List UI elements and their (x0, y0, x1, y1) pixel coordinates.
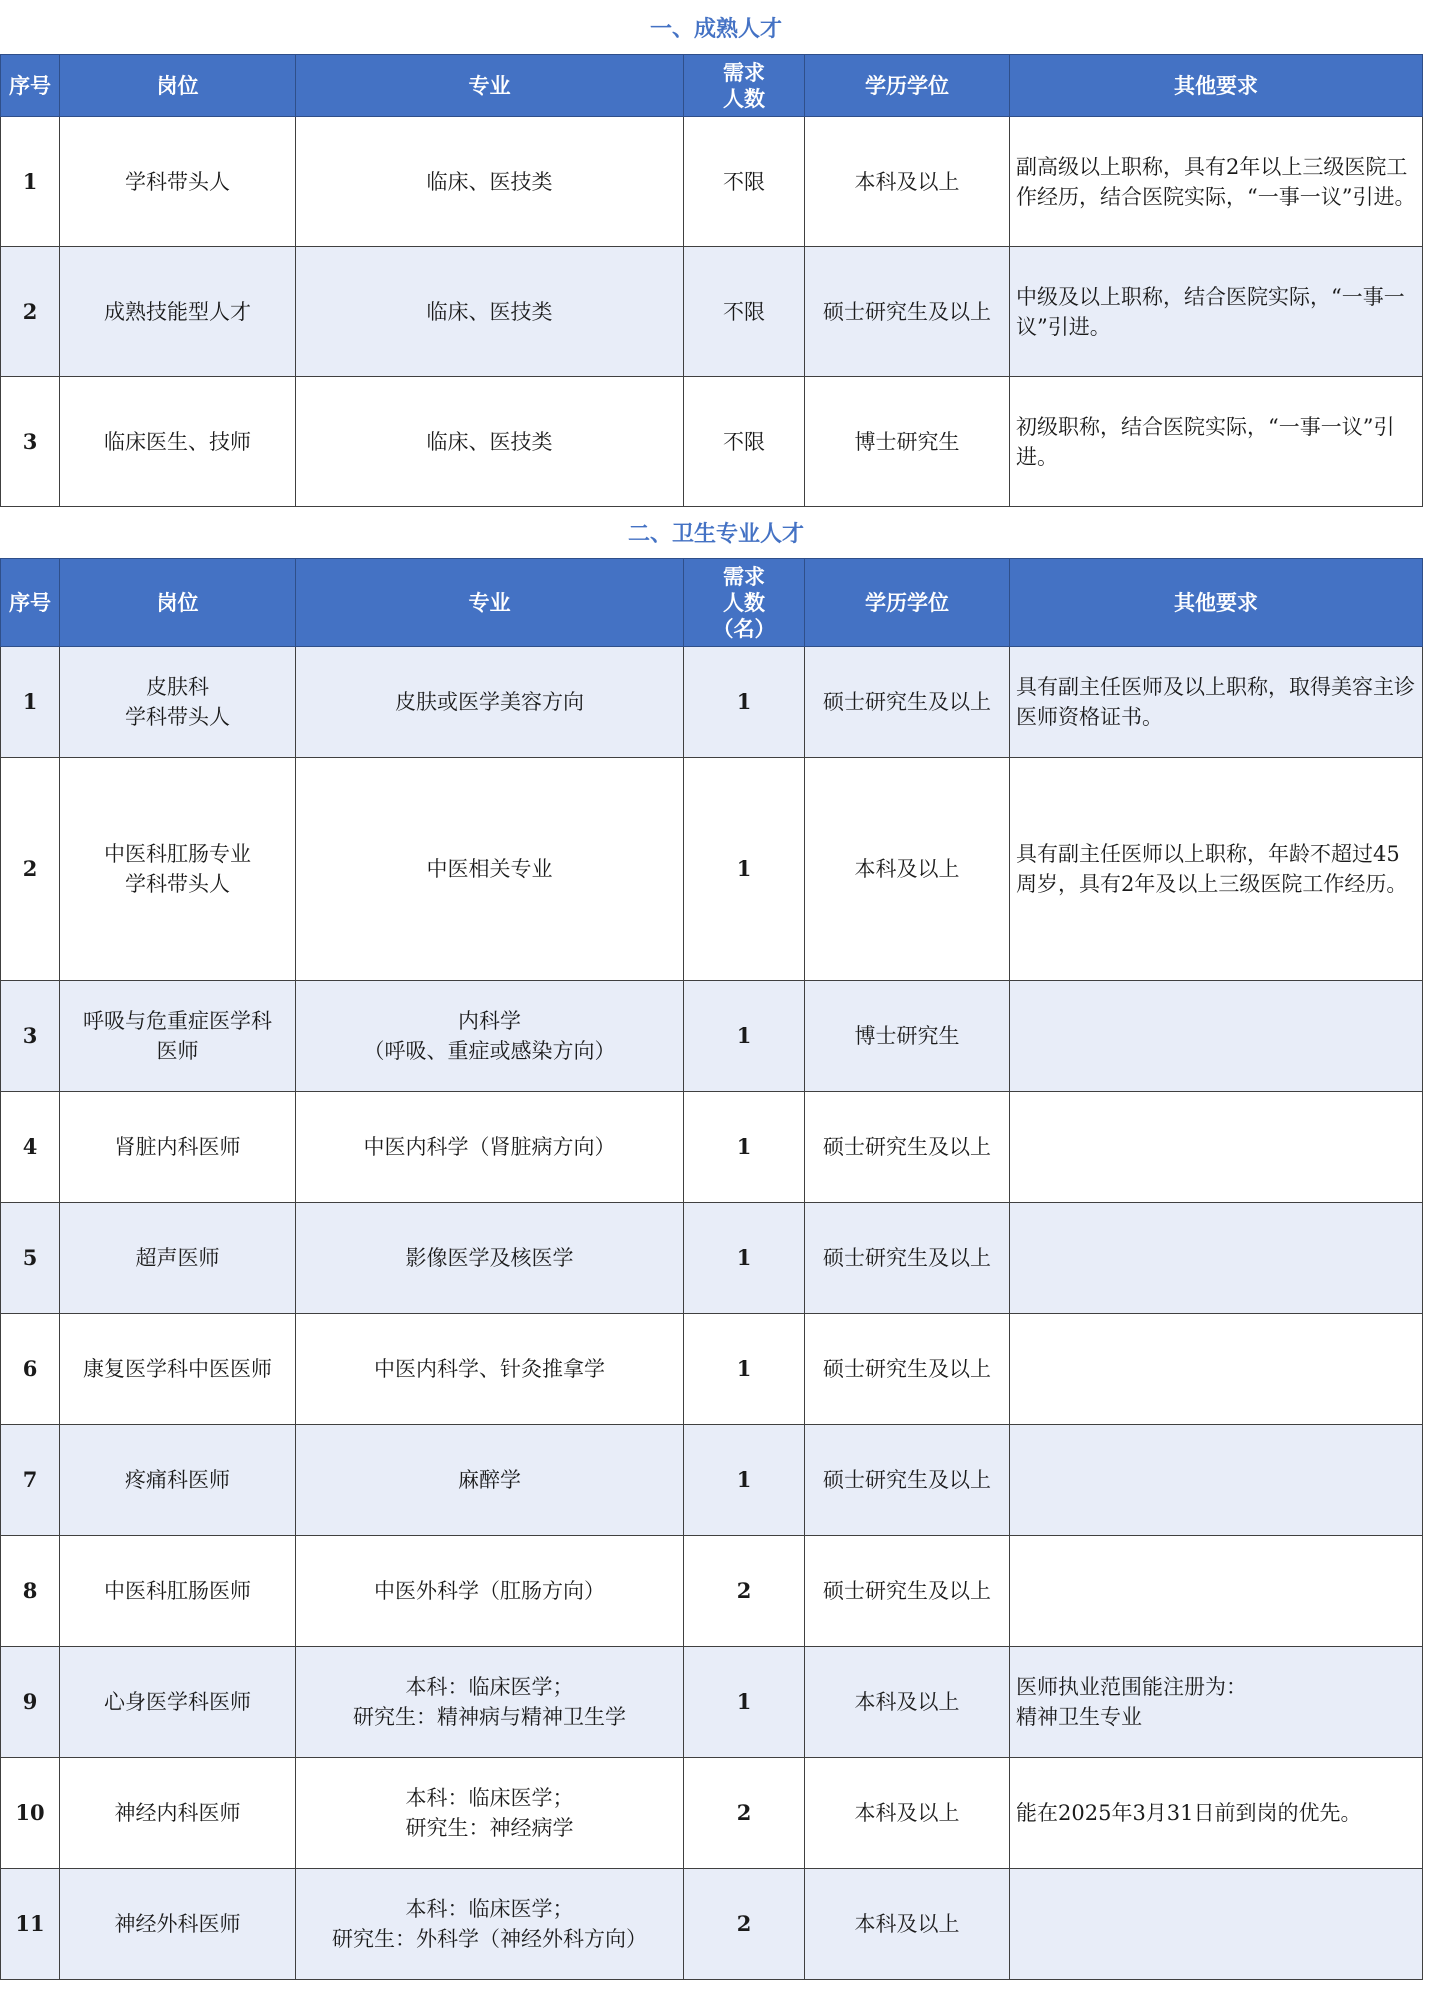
cell-count: 1 (684, 1425, 805, 1536)
table-row (1, 1536, 1423, 1647)
cell-major: 内科学 （呼吸、重症或感染方向） (296, 981, 684, 1092)
cell-degree: 博士研究生 (805, 981, 1010, 1092)
table-row (1, 1203, 1423, 1314)
cell-count: 不限 (684, 247, 805, 377)
table-row (1, 1647, 1423, 1758)
section2-title: 二、卫生专业人才 (627, 522, 804, 547)
table-row (1, 1758, 1423, 1869)
cell-post: 中医科肛肠专业 学科带头人 (60, 758, 296, 981)
header-requirements: 其他要求 (1010, 559, 1423, 647)
table-header-row (1, 55, 1423, 117)
cell-post: 呼吸与危重症医学科 医师 (60, 981, 296, 1092)
cell-post: 学科带头人 (60, 117, 296, 247)
cell-major: 中医相关专业 (296, 758, 684, 981)
cell-requirements (1010, 1425, 1423, 1536)
cell-post: 成熟技能型人才 (60, 247, 296, 377)
cell-degree: 硕士研究生及以上 (805, 1425, 1010, 1536)
cell-degree: 本科及以上 (805, 1647, 1010, 1758)
cell-count: 1 (684, 1314, 805, 1425)
table-header-row (1, 559, 1423, 647)
cell-degree: 硕士研究生及以上 (805, 1314, 1010, 1425)
header-major: 专业 (296, 55, 684, 117)
table-row (1, 1314, 1423, 1425)
cell-post: 心身医学科医师 (60, 1647, 296, 1758)
header-count: 需求 人数 (684, 55, 805, 117)
cell-major: 中医内科学（肾脏病方向） (296, 1092, 684, 1203)
cell-no: 1 (1, 117, 60, 247)
cell-post: 肾脏内科医师 (60, 1092, 296, 1203)
cell-no: 4 (1, 1092, 60, 1203)
cell-requirements: 具有副主任医师及以上职称，取得美容主诊医师资格证书。 (1010, 647, 1423, 758)
cell-no: 3 (1, 377, 60, 507)
cell-no: 6 (1, 1314, 60, 1425)
cell-no: 9 (1, 1647, 60, 1758)
cell-count: 1 (684, 1647, 805, 1758)
cell-count: 1 (684, 647, 805, 758)
table-row (1, 247, 1423, 377)
table-row (1, 758, 1423, 981)
cell-requirements: 中级及以上职称，结合医院实际，“一事一议”引进。 (1010, 247, 1423, 377)
cell-no: 5 (1, 1203, 60, 1314)
cell-no: 1 (1, 647, 60, 758)
cell-major: 中医内科学、针灸推拿学 (296, 1314, 684, 1425)
cell-major: 临床、医技类 (296, 377, 684, 507)
cell-count: 1 (684, 1092, 805, 1203)
cell-count: 不限 (684, 377, 805, 507)
cell-degree: 本科及以上 (805, 1758, 1010, 1869)
cell-post: 神经内科医师 (60, 1758, 296, 1869)
table-row (1, 981, 1423, 1092)
table-row (1, 117, 1423, 247)
table-row (1, 1425, 1423, 1536)
cell-major: 临床、医技类 (296, 247, 684, 377)
cell-degree: 硕士研究生及以上 (805, 247, 1010, 377)
header-no: 序号 (1, 55, 60, 117)
cell-major: 影像医学及核医学 (296, 1203, 684, 1314)
cell-requirements (1010, 1314, 1423, 1425)
table-row (1, 377, 1423, 507)
cell-degree: 硕士研究生及以上 (805, 1536, 1010, 1647)
cell-no: 10 (1, 1758, 60, 1869)
cell-requirements: 初级职称，结合医院实际，“一事一议”引进。 (1010, 377, 1423, 507)
header-post: 岗位 (60, 559, 296, 647)
cell-degree: 硕士研究生及以上 (805, 1203, 1010, 1314)
cell-major: 麻醉学 (296, 1425, 684, 1536)
cell-requirements (1010, 981, 1423, 1092)
cell-post: 临床医生、技师 (60, 377, 296, 507)
header-requirements: 其他要求 (1010, 55, 1423, 117)
header-count: 需求 人数 （名） (684, 559, 805, 647)
cell-count: 2 (684, 1536, 805, 1647)
cell-requirements: 能在2025年3月31日前到岗的优先。 (1010, 1758, 1423, 1869)
cell-degree: 博士研究生 (805, 377, 1010, 507)
table-row (1, 647, 1423, 758)
cell-major: 本科：临床医学； 研究生：外科学（神经外科方向） (296, 1869, 684, 1980)
cell-requirements (1010, 1869, 1423, 1980)
cell-major: 临床、医技类 (296, 117, 684, 247)
cell-post: 皮肤科 学科带头人 (60, 647, 296, 758)
cell-requirements: 医师执业范围能注册为： 精神卫生专业 (1010, 1647, 1423, 1758)
cell-degree: 硕士研究生及以上 (805, 1092, 1010, 1203)
cell-count: 不限 (684, 117, 805, 247)
cell-major: 本科：临床医学； 研究生：神经病学 (296, 1758, 684, 1869)
cell-post: 中医科肛肠医师 (60, 1536, 296, 1647)
header-no: 序号 (1, 559, 60, 647)
cell-count: 1 (684, 981, 805, 1092)
cell-major: 中医外科学（肛肠方向） (296, 1536, 684, 1647)
mature-talent-table (0, 54, 1423, 507)
cell-major: 皮肤或医学美容方向 (296, 647, 684, 758)
cell-degree: 本科及以上 (805, 758, 1010, 981)
cell-count: 1 (684, 758, 805, 981)
cell-major: 本科：临床医学； 研究生：精神病与精神卫生学 (296, 1647, 684, 1758)
cell-no: 2 (1, 758, 60, 981)
cell-degree: 本科及以上 (805, 117, 1010, 247)
cell-degree: 硕士研究生及以上 (805, 647, 1010, 758)
cell-no: 3 (1, 981, 60, 1092)
header-post: 岗位 (60, 55, 296, 117)
cell-count: 1 (684, 1203, 805, 1314)
cell-post: 康复医学科中医医师 (60, 1314, 296, 1425)
cell-degree: 本科及以上 (805, 1869, 1010, 1980)
cell-no: 11 (1, 1869, 60, 1980)
cell-requirements (1010, 1092, 1423, 1203)
cell-no: 7 (1, 1425, 60, 1536)
cell-post: 超声医师 (60, 1203, 296, 1314)
header-degree: 学历学位 (805, 55, 1010, 117)
header-degree: 学历学位 (805, 559, 1010, 647)
cell-requirements (1010, 1536, 1423, 1647)
table-row (1, 1092, 1423, 1203)
cell-post: 疼痛科医师 (60, 1425, 296, 1536)
cell-no: 8 (1, 1536, 60, 1647)
cell-post: 神经外科医师 (60, 1869, 296, 1980)
cell-no: 2 (1, 247, 60, 377)
cell-requirements (1010, 1203, 1423, 1314)
health-professional-table (0, 558, 1423, 1980)
cell-requirements: 副高级以上职称，具有2年以上三级医院工作经历，结合医院实际，“一事一议”引进。 (1010, 117, 1423, 247)
section1-title: 一、成熟人才 (649, 17, 782, 42)
header-major: 专业 (296, 559, 684, 647)
cell-requirements: 具有副主任医师以上职称，年龄不超过45周岁，具有2年及以上三级医院工作经历。 (1010, 758, 1423, 981)
table-row (1, 1869, 1423, 1980)
cell-count: 2 (684, 1869, 805, 1980)
cell-count: 2 (684, 1758, 805, 1869)
